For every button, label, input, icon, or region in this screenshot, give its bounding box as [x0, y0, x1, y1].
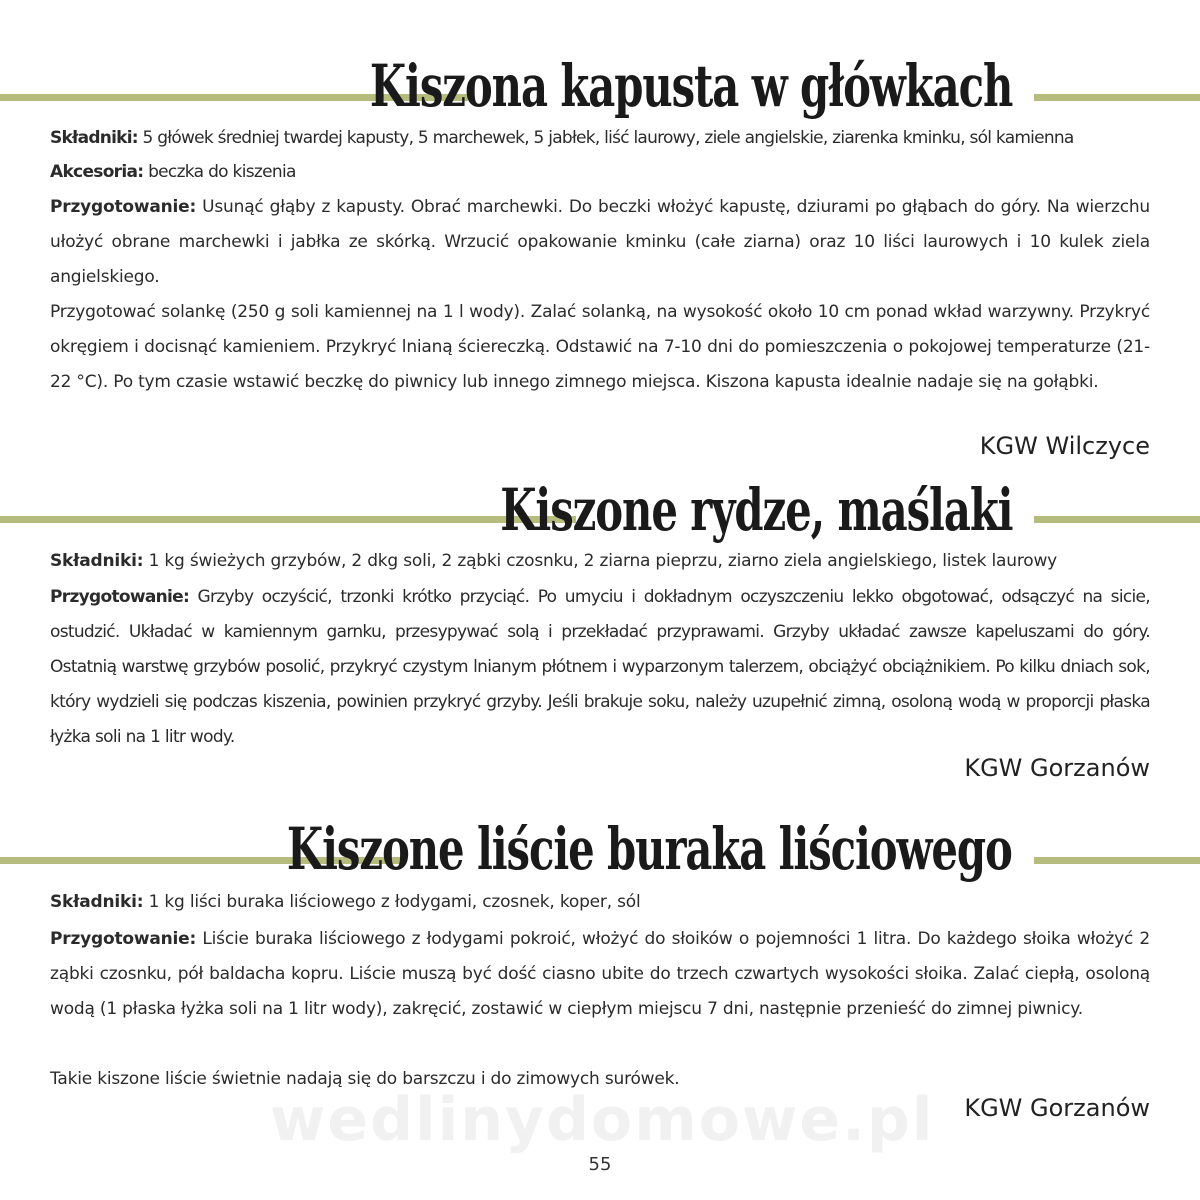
recipe-title: Kiszone liście buraka liściowego: [287, 815, 1012, 883]
title-rule-right: [1034, 516, 1200, 523]
preparation-text: Liście buraka liściowego z łodygami pokroić, włożyć do słoików o pojemności 1 litra. Do każdego słoika włożyć 2 ząbki czosnku, pół baldacha kopru. Liście muszą być dość ciasno ubite do trzech czwartych wysokości słoika. Zalać ciepłą, osoloną wodą (1 płaska łyżka soli na 1 litr wody), zakręcić, zostawić w ciepłym miejscu 7 dni, następnie przenieść do zimnej piwnicy.: [50, 929, 1150, 1019]
ingredients-label: Składniki:: [50, 892, 144, 912]
preparation-paragraph-2: Przygotować solankę (250 g soli kamiennej na 1 l wody). Zalać solanką, na wysokość około 10 cm ponad wkład warzywny. Przykryć okręgiem i docisnąć kamieniem. Przykryć lnianą ściereczką. Odstawić na 7-10 dni do pomieszczenia o pokojowej temperaturze (21-22 °C). Po tym czasie wstawić beczkę do piwnicy lub innego zimnego miejsca. Kiszona kapusta idealnie nadaje się na gołąbki.: [50, 302, 1150, 392]
accessories-label: Akcesoria:: [50, 162, 144, 182]
ingredients-label: Składniki:: [50, 128, 138, 148]
accessories-line: [50, 155, 1150, 190]
title-rule-right: [1034, 857, 1200, 864]
ingredients-text: 1 kg świeżych grzybów, 2 dkg soli, 2 ząbki czosnku, 2 ziarna pieprzu, ziarno ziela angielskiego, listek laurowy: [148, 551, 1058, 571]
ingredients-text: 5 główek średniej twardej kapusty, 5 marchewek, 5 jabłek, liść laurowy, ziele angielskie, ziarenka kminku, sól kamienna: [142, 128, 1074, 148]
watermark: wedlinydomowe.pl: [270, 1085, 935, 1155]
ingredients-line: [50, 544, 1150, 579]
recipe-author: KGW Gorzanów: [964, 1094, 1150, 1122]
recipe-title: Kiszone rydze, maślaki: [499, 476, 1012, 544]
preparation-text: Grzyby oczyścić, trzonki krótko przyciąć. Po umyciu i dokładnym oczyszczeniu lekko obgotować, odsączyć na sicie, ostudzić. Układać w kamiennym garnku, przesypywać solą i przekładać przyprawami. Grzyby układać zawsze kapeluszami do góry. Ostatnią warstwę grzybów posolić, przykryć czystym lnianym płótnem i wyparzonym talerzem, obciążyć obciążnikiem. Po kilku dniach sok, który wydzieli się podczas kiszenia, powinien przykryć grzyby. Jeśli brakuje soku, należy uzupełnić zimną, osoloną wodą w proporcji płaska łyżka soli na 1 litr wody.: [50, 587, 1150, 747]
preparation-text: Usunąć głąby z kapusty. Obrać marchewki. Do beczki włożyć kapustę, dziurami po głąbach do góry. Na wierzchu ułożyć obrane marchewki i jabłka ze skórką. Wrzucić opakowanie kminku (całe ziarna) oraz 10 liści laurowych i 10 kulek ziela angielskiego.: [50, 197, 1150, 287]
preparation-paragraph-2: Takie kiszone liście świetnie nadają się do barszczu i do zimowych surówek.: [50, 1069, 680, 1089]
ingredients-line: [50, 121, 1150, 156]
ingredients-label: Składniki:: [50, 551, 144, 571]
ingredients-text: 1 kg liści buraka liściowego z łodygami, czosnek, koper, sól: [148, 892, 641, 912]
recipe-author: KGW Gorzanów: [964, 754, 1150, 782]
preparation-paragraph: [50, 922, 1150, 1027]
preparation-label: Przygotowanie:: [50, 929, 197, 949]
preparation-paragraph: [50, 190, 1150, 295]
preparation-label: Przygotowanie:: [50, 587, 190, 607]
recipe-title: Kiszona kapusta w główkach: [369, 52, 1012, 120]
accessories-text: beczka do kiszenia: [148, 162, 296, 182]
title-rule-left: [0, 516, 576, 523]
preparation-paragraph: [50, 580, 1150, 755]
title-rule-right: [1034, 94, 1200, 101]
page-number: 55: [588, 1154, 612, 1175]
recipe-author: KGW Wilczyce: [979, 432, 1150, 460]
preparation-label: Przygotowanie:: [50, 197, 197, 217]
ingredients-line: [50, 885, 1150, 920]
